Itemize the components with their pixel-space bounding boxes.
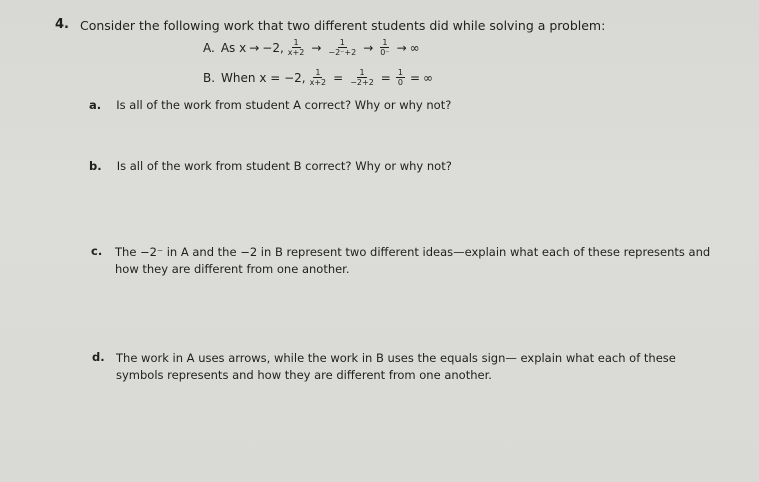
student-b-lead: When x = −2, — [221, 70, 306, 85]
fraction-denominator: x+2 — [309, 78, 327, 87]
student-a-label: A. — [203, 40, 215, 55]
student-a-fraction-3 — [378, 38, 391, 57]
part-a-text: Is all of the work from student A correct? Why or why not? — [116, 98, 452, 112]
part-a-label: a. — [89, 98, 102, 112]
student-b-fraction-3 — [396, 68, 405, 87]
student-b-fraction-2 — [348, 68, 376, 87]
equals-sign: = — [380, 70, 391, 85]
student-a-fraction-1 — [286, 38, 307, 57]
arrow-icon: → — [249, 40, 260, 55]
fraction-numerator: 1 — [339, 38, 345, 47]
part-c-label: c. — [91, 244, 103, 258]
student-b-label: B. — [203, 70, 216, 85]
part-b-text: Is all of the work from student B correct? Why or why not? — [116, 159, 452, 173]
arrow-icon: → — [363, 40, 374, 55]
fraction-numerator: 1 — [293, 38, 299, 47]
arrow-icon: → — [311, 40, 322, 55]
student-a-work — [203, 38, 420, 57]
part-c-text: The −2⁻ in A and the −2 in B represent two different ideas—explain what each of these represents and how they are different from one another. — [115, 245, 711, 276]
part-c — [91, 244, 715, 278]
fraction-numerator: 1 — [397, 68, 403, 77]
fraction-numerator: 1 — [359, 68, 365, 77]
equals-sign: = — [409, 70, 421, 85]
arrow-icon: → — [396, 40, 407, 55]
part-b — [89, 155, 452, 174]
part-d-text: The work in A uses arrows, while the work in B uses the equals sign— explain what each of these symbols represents and how they are different from one another. — [116, 351, 676, 382]
question-number: 4. — [55, 17, 69, 32]
infinity-symbol: ∞ — [423, 70, 434, 85]
fraction-numerator: 1 — [315, 68, 321, 77]
part-d-label: d. — [92, 350, 105, 364]
student-b-work — [203, 68, 433, 87]
part-a — [89, 94, 451, 113]
fraction-denominator: −2+2 — [350, 78, 374, 87]
part-d — [92, 350, 716, 384]
student-a-fraction-2 — [326, 38, 358, 57]
student-a-lead: As x — [220, 40, 247, 55]
student-b-fraction-1 — [308, 68, 329, 87]
fraction-denominator: 0 — [397, 78, 403, 87]
student-a-value: −2, — [262, 40, 284, 55]
fraction-denominator: −2⁻+2 — [328, 48, 357, 57]
fraction-numerator: 1 — [382, 38, 388, 47]
question-prompt: Consider the following work that two different students did while solving a problem: — [80, 18, 606, 33]
infinity-symbol: ∞ — [409, 40, 420, 55]
part-b-label: b. — [89, 159, 102, 173]
fraction-denominator: x+2 — [287, 48, 305, 57]
fraction-denominator: 0⁻ — [380, 48, 390, 57]
equals-sign: = — [333, 70, 344, 85]
